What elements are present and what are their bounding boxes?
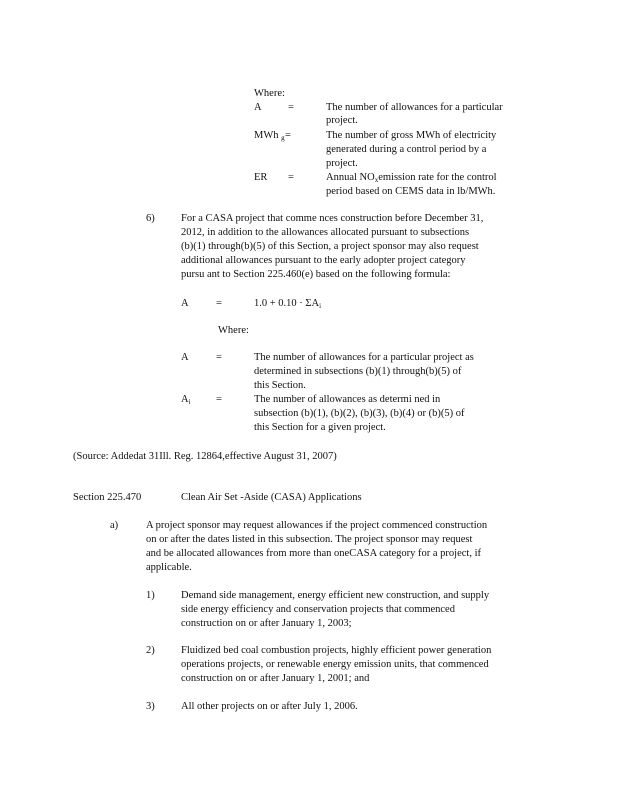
def-line: subsection (b)(1), (b)(2), (b)(3), (b)(4) or (b)(5) of (254, 408, 465, 419)
def-line: The number of allowances as determi ned in (254, 394, 441, 405)
item-number: 6) (146, 213, 155, 224)
def-symbol-mwh (254, 129, 285, 145)
def-equals: = (285, 130, 291, 141)
def-line: this Section. (254, 380, 306, 391)
def-line: determined in subsections (b)(1) through(b)(5) of (254, 366, 462, 377)
subitem-line: construction on or after January 1, 2003; (181, 618, 352, 629)
subitem-number: 2) (146, 645, 155, 656)
subitem-line: Fluidized bed coal combustion projects, highly efficient power generation (181, 645, 492, 656)
nox-text: Annual NO (326, 172, 375, 183)
item6-line: pursu ant to Section 225.460(e) based on the following formula: (181, 269, 451, 280)
def-line: The number of allowances for a particular project as (254, 352, 474, 363)
def-symbol-ai (181, 393, 191, 409)
def-symbol-a: A (181, 352, 189, 363)
para-line: and be allocated allowances from more than oneCASA category for a project, if (146, 548, 482, 559)
def-symbol-er: ER (254, 172, 268, 183)
symbol-subscript: i (188, 398, 191, 406)
subitem-number: 3) (146, 701, 155, 712)
subitem-line: operations projects, or renewable energy emission units, that commenced (181, 659, 489, 670)
item6-line: additional allowances pursuant to the early adopter project category (181, 255, 466, 266)
formula-equals: = (216, 298, 222, 309)
def-line: project. (326, 158, 358, 169)
subitem-line: All other projects on or after July 1, 2006. (181, 701, 358, 712)
symbol-text: A (181, 394, 189, 405)
def-line: period based on CEMS data in lb/MWh. (326, 186, 496, 197)
source-note: (Source: Addedat 31Ill. Reg. 12864,effective August 31, 2007) (73, 451, 337, 462)
def-equals: = (216, 352, 222, 363)
para-line: applicable. (146, 562, 192, 573)
def-line: project. (326, 115, 358, 126)
symbol-text: MWh (254, 130, 279, 141)
section-number: Section 225.470 (73, 492, 142, 503)
formula-lhs: A (181, 298, 189, 309)
def-equals: = (288, 102, 294, 113)
formula-rhs (254, 297, 321, 313)
def-equals: = (216, 394, 222, 405)
section-title: Clean Air Set -Aside (CASA) Applications (181, 492, 362, 503)
formula-expression: 1.0 + 0.10 · ΣA (254, 298, 320, 309)
def-line: this Section for a given project. (254, 422, 386, 433)
subitem-line: Demand side management, energy efficient new construction, and supply (181, 590, 490, 601)
subitem-line: construction on or after January 1, 2001; and (181, 673, 370, 684)
def-line: generated during a control period by a (326, 144, 487, 155)
def-line: The number of gross MWh of electricity (326, 130, 497, 141)
where-label: Where: (218, 325, 249, 336)
para-line: A project sponsor may request allowances if the project commenced construction (146, 520, 488, 531)
def-text: emission rate for the control (378, 172, 497, 183)
subitem-line: side energy efficiency and conservation projects that commenced (181, 604, 455, 615)
def-equals: = (288, 172, 294, 183)
para-label: a) (110, 520, 119, 531)
symbol-subscript: g (281, 134, 285, 142)
item6-line: For a CASA project that comme nces construction before December 31, (181, 213, 484, 224)
item6-line: 2012, in addition to the allowances allocated pursuant to subsections (181, 227, 470, 238)
def-line: The number of allowances for a particular (326, 102, 503, 113)
nox-subscript: x (374, 176, 379, 184)
para-line: on or after the dates listed in this subsection. The project sponsor may request (146, 534, 473, 545)
item6-line: (b)(1) through(b)(5) of this Section, a project sponsor may also request (181, 241, 479, 252)
formula-subscript: i (319, 302, 322, 310)
def-symbol-a: A (254, 102, 262, 113)
subitem-number: 1) (146, 590, 155, 601)
where-label: Where: (254, 88, 285, 99)
